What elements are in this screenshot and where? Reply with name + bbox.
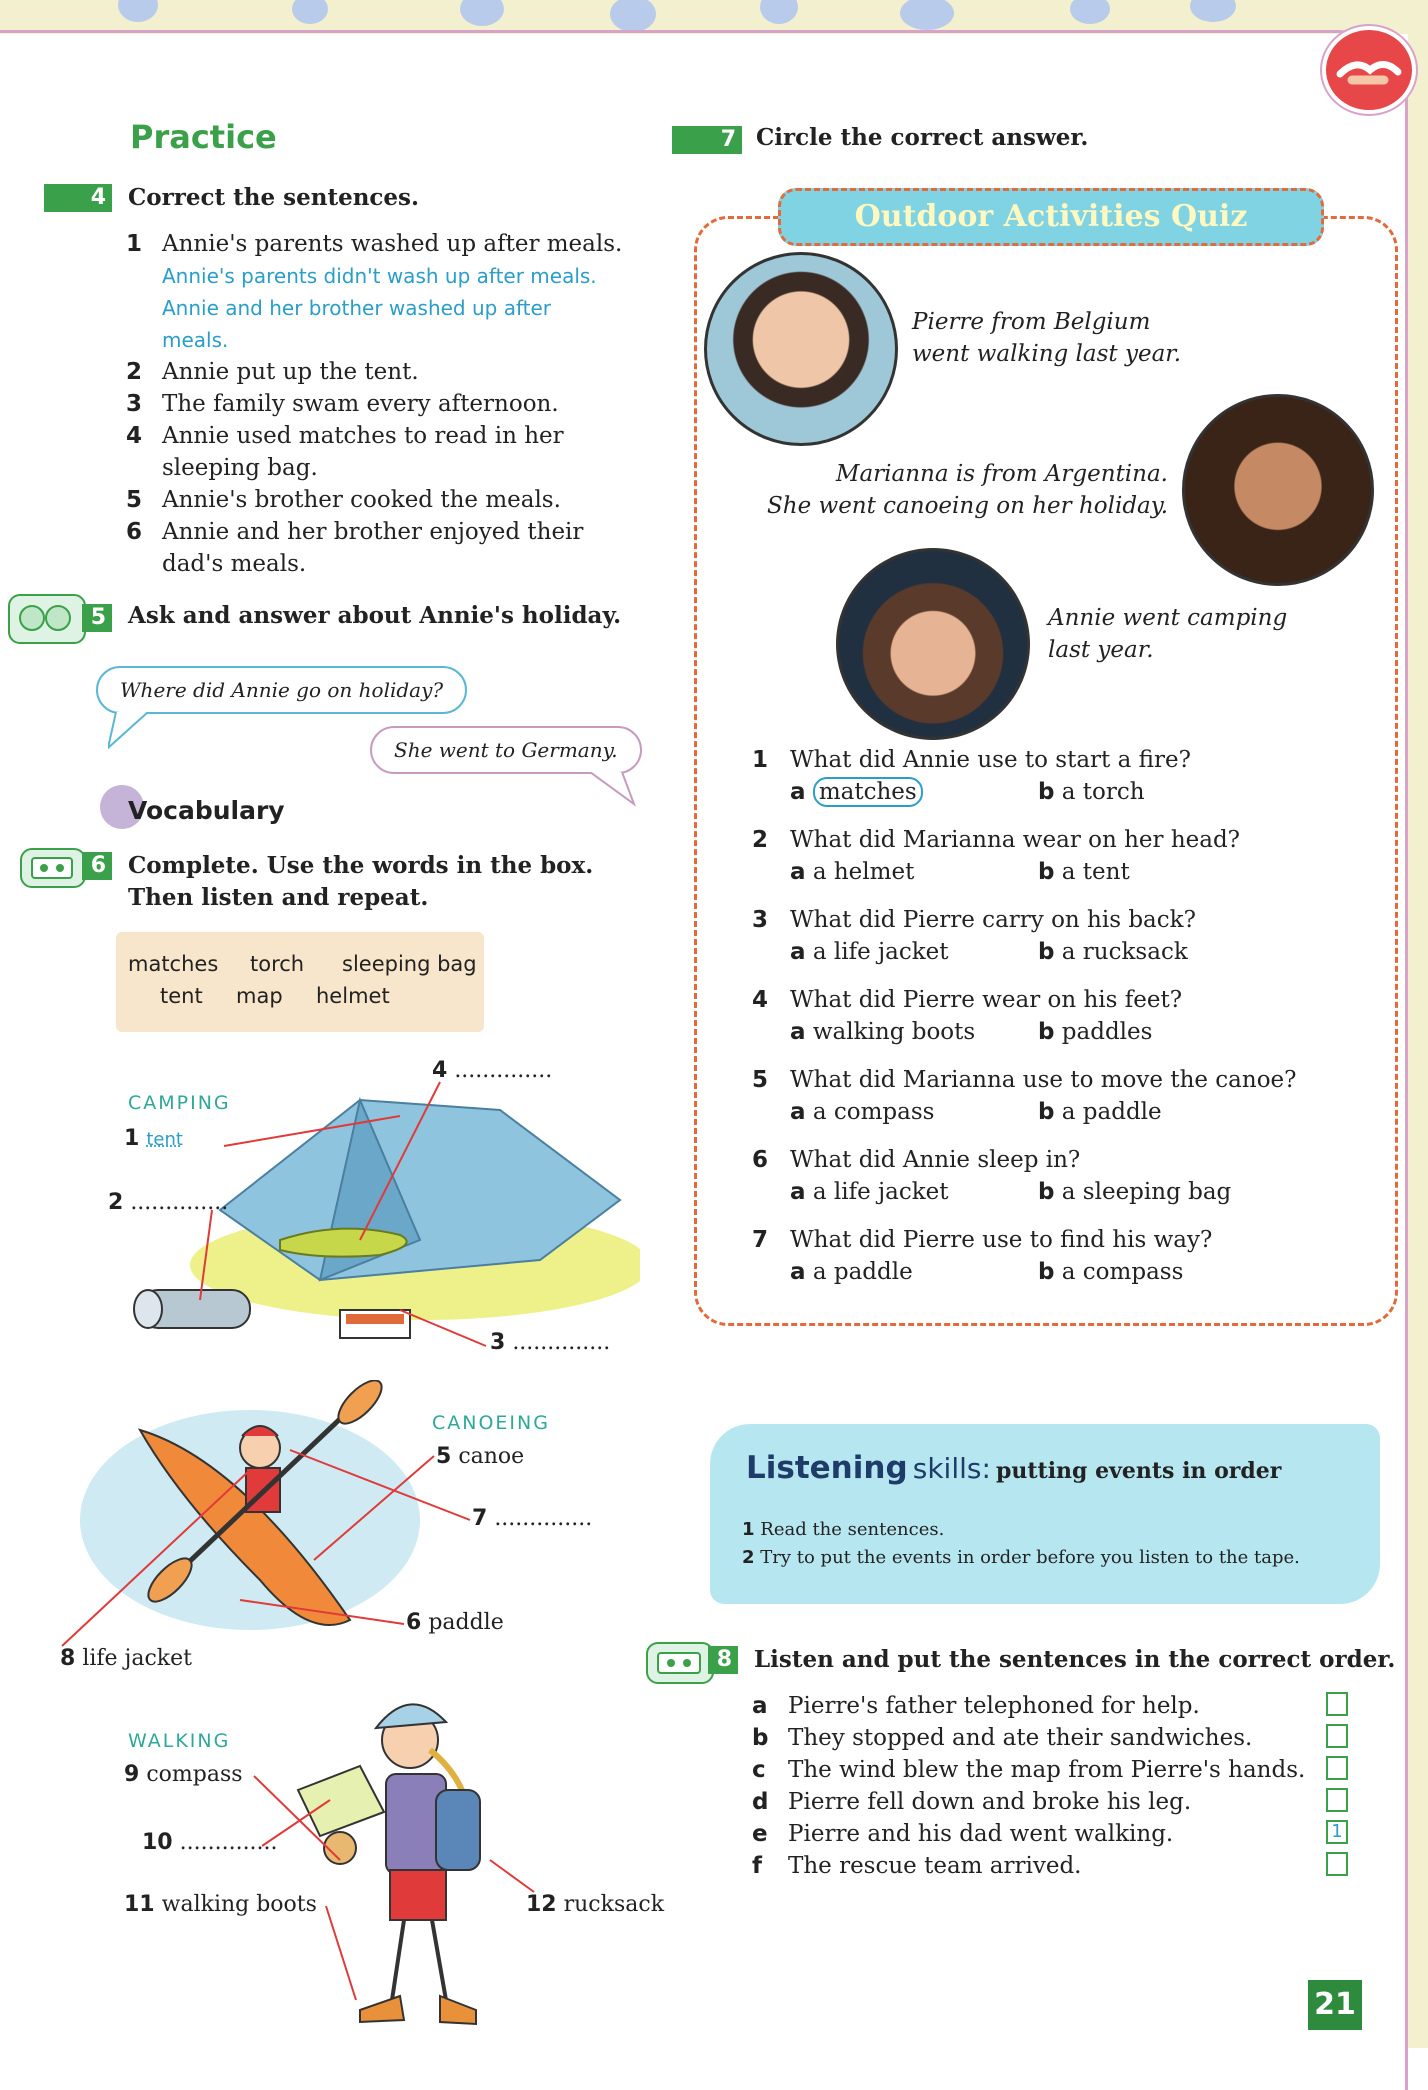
word-box-word: tent [160,984,203,1008]
quiz-option-a[interactable]: a life jacket [812,1179,949,1205]
right-decorative-band [1408,0,1428,2048]
quiz-question: 4 What did Pierre wear on his feet? a walking boots b paddles [752,987,1183,1045]
quiz-option-a[interactable]: a helmet [812,859,915,885]
exercise-8-title: Listen and put the sentences in the correct order. [754,1646,1396,1673]
camping-heading: CAMPING [128,1092,231,1114]
camping-label-2: 2 .............. [108,1190,229,1215]
listening-steps [742,1516,1300,1572]
order-checkbox[interactable] [1326,1756,1348,1780]
handshake-logo-icon [1322,26,1416,114]
listening-skills-panel [710,1424,1380,1604]
exercise-7-number: 7 [672,126,742,154]
quiz-question: 2 What did Marianna wear on her head? a a helmet b a tent [752,827,1241,885]
quiz-question: 3 What did Pierre carry on his back? a a life jacket b a rucksack [752,907,1196,965]
camping-label-1: 1 tent [124,1126,183,1151]
list-item-continued: dad's meals. [162,551,307,577]
quiz-question: 5 What did Marianna use to move the canoe? a a compass b a paddle [752,1067,1297,1125]
canoeing-label-6: 6 paddle [406,1610,504,1635]
exercise-5-number: 5 [82,604,112,632]
annie-photo [836,548,1030,740]
listening-step: 2 Try to put the events in order before you listen to the tape. [742,1547,1300,1568]
canoeing-label-7: 7 .............. [472,1506,593,1531]
word-box-word: torch [250,952,305,976]
list-item: d Pierre fell down and broke his leg. [752,1789,1192,1815]
list-item: 3 The family swam every afternoon. [126,391,559,417]
list-item-continued: sleeping bag. [162,455,318,481]
list-item: 2 Annie put up the tent. [126,359,419,385]
exercise-8-number: 8 [708,1646,738,1674]
annie-caption: Annie went camping last year. [1048,605,1288,663]
page-number: 21 [1308,1980,1362,2030]
circled-answer[interactable]: matches [813,777,923,807]
quiz-option-b[interactable]: paddles [1061,1019,1153,1045]
quiz-option-a[interactable]: a compass [812,1099,935,1125]
quiz-option-b[interactable]: a torch [1061,779,1145,805]
word-box-word: sleeping bag [342,952,477,976]
walking-pointer-lines [0,0,700,2048]
pierre-caption: Pierre from Belgium went walking last year. [912,309,1182,367]
order-checkbox[interactable] [1326,1724,1348,1748]
exercise-8-list [752,1690,1352,1882]
handwritten-answer: Annie's parents didn't wash up after meals. Annie and her brother washed up after meals. [162,264,597,352]
decor-dot [900,0,954,30]
quiz-question: 7 What did Pierre use to find his way? a a paddle b a compass [752,1227,1213,1285]
quiz-option-a[interactable]: walking boots [812,1019,976,1045]
list-item: 4 Annie used matches to read in her [126,423,564,449]
speech-bubble-answer: She went to Germany. [370,726,642,774]
quiz-option-b[interactable]: a sleeping bag [1061,1179,1232,1205]
quiz-option-a[interactable]: a life jacket [812,939,949,965]
order-checkbox[interactable] [1326,1852,1348,1876]
exercise-5-title: Ask and answer about Annie's holiday. [128,602,622,629]
list-item: 5 Annie's brother cooked the meals. [126,487,561,513]
exercise-7-title: Circle the correct answer. [756,124,1089,151]
walking-label-10: 10 .............. [142,1830,278,1855]
pierre-photo [704,252,898,446]
canoeing-heading: CANOEING [432,1412,550,1434]
list-item: b They stopped and ate their sandwiches. [752,1725,1253,1751]
camping-label-3: 3 .............. [490,1330,611,1355]
order-checkbox[interactable]: 1 [1326,1820,1348,1844]
speech-bubble-question: Where did Annie go on holiday? [96,666,467,714]
practice-heading: Practice [130,118,277,156]
quiz-title: Outdoor Activities Quiz [778,188,1324,246]
exercise-4-number: 4 [44,184,112,212]
quiz-question: 6 What did Annie sleep in? a a life jacket b a sleeping bag [752,1147,1232,1205]
exercise-4-title: Correct the sentences. [128,184,420,211]
listening-step: 1 Read the sentences. [742,1519,945,1540]
word-box-word: helmet [316,984,390,1008]
quiz-questions [752,744,1372,1304]
quiz-option-b[interactable]: a tent [1061,859,1130,885]
decor-dot [1070,0,1110,24]
walking-label-11: 11 walking boots [124,1892,317,1917]
quiz-option-b[interactable]: a paddle [1061,1099,1162,1125]
word-box-word: matches [128,952,219,976]
quiz-option-a[interactable]: a paddle [812,1259,913,1285]
list-item: 6 Annie and her brother enjoyed their [126,519,584,545]
decor-dot [1190,0,1236,22]
list-item: c The wind blew the map from Pierre's hands. [752,1757,1306,1783]
exercise-6-number: 6 [82,852,112,880]
canoeing-label-8: 8 life jacket [60,1646,192,1671]
canoeing-label-5: 5 canoe [436,1444,525,1469]
marianna-photo [1182,394,1374,586]
vocabulary-heading: Vocabulary [128,796,285,825]
quiz-option-b[interactable]: a rucksack [1061,939,1188,965]
camping-label-4: 4 .............. [432,1058,553,1083]
order-checkbox[interactable] [1326,1788,1348,1812]
walking-label-9: 9 compass [124,1762,243,1787]
cassette-icon [646,1642,714,1684]
listening-heading: Listening skills: putting events in order [746,1450,1282,1486]
marianna-caption: Marianna is from Argentina. She went canoeing on her holiday. [767,461,1168,519]
order-checkbox[interactable] [1326,1692,1348,1716]
decor-dot [760,0,798,24]
quiz-question: 1 What did Annie use to start a fire? a matches b a torch [752,747,1191,805]
list-item: 1 Annie's parents washed up after meals. [126,231,623,257]
quiz-option-b[interactable]: a compass [1061,1259,1184,1285]
list-item: f The rescue team arrived. [752,1853,1082,1879]
walking-heading: WALKING [128,1730,231,1752]
list-item: e Pierre and his dad went walking. [752,1821,1174,1847]
walking-label-12: 12 rucksack [526,1892,665,1917]
word-box-word: map [236,984,283,1008]
exercise-6-title: Complete. Use the words in the box. Then listen and repeat. [128,852,594,911]
list-item: a Pierre's father telephoned for help. [752,1693,1200,1719]
